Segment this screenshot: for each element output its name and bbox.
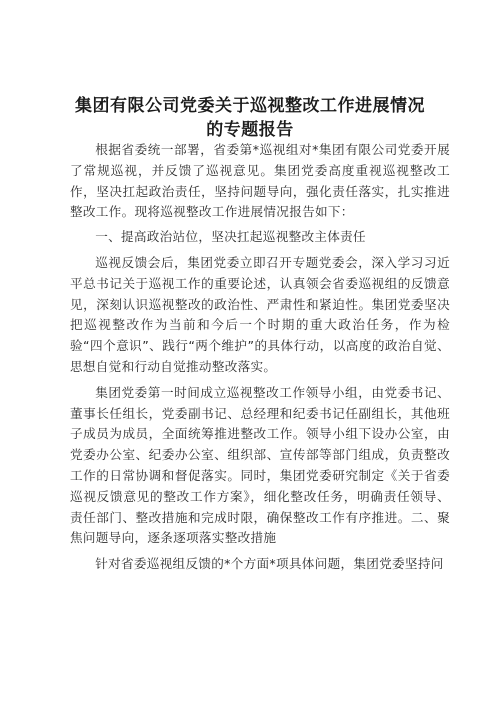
section-heading-1: 一、提高政治站位，坚决扛起巡视整改主体责任	[95, 229, 366, 245]
document-body	[70, 140, 450, 575]
body-paragraph: 集团党委第一时间成立巡视整改工作领导小组，由党委书记、董事长任组长，党委副书记、总经理和纪委书记任副组长，其他班子成员为成员，全面统筹推进整改工作。领导小组下设办公室，由党委办公室、纪委办公室、组织部、宣传部等部门组成，负责整改工作的日常协调和督促落实。同时，集团党委研究制定《关于省委巡视反馈意见的整改工作方案》，细化整改任务，明确责任领导、责任部门、整改措施和完成时限，确保整改工作有序推进。二、聚焦问题导向，逐条逐项落实整改措施	[70, 384, 450, 546]
document-title-line-1: 集团有限公司党委关于巡视整改工作进展情况	[75, 96, 425, 116]
body-paragraph: 巡视反馈会后，集团党委立即召开专题党委会，深入学习习近平总书记关于巡视工作的重要论述，认真领会省委巡视组的反馈意见，深刻认识巡视整改的政治性、严肃性和紧迫性。集团党委坚决把巡视整改作为当前和今后一个时期的重大政治任务，作为检验“四个意识”、践行“两个维护”的具体行动，以高度的政治自觉、思想自觉和行动自觉推动整改落实。	[70, 254, 450, 374]
intro-paragraph: 根据省委统一部署，省委第*巡视组对*集团有限公司党委开展了常规巡视，并反馈了巡视意见。集团党委高度重视巡视整改工作，坚决扛起政治责任，坚持问题导向，强化责任落实，扎实推进整改工作。现将巡视整改工作进展情况报告如下：	[70, 142, 450, 220]
body-paragraph: 针对省委巡视组反馈的*个方面*项具体问题，集团党委坚持问	[95, 556, 444, 572]
document-title-line-2: 的专题报告	[206, 120, 294, 140]
